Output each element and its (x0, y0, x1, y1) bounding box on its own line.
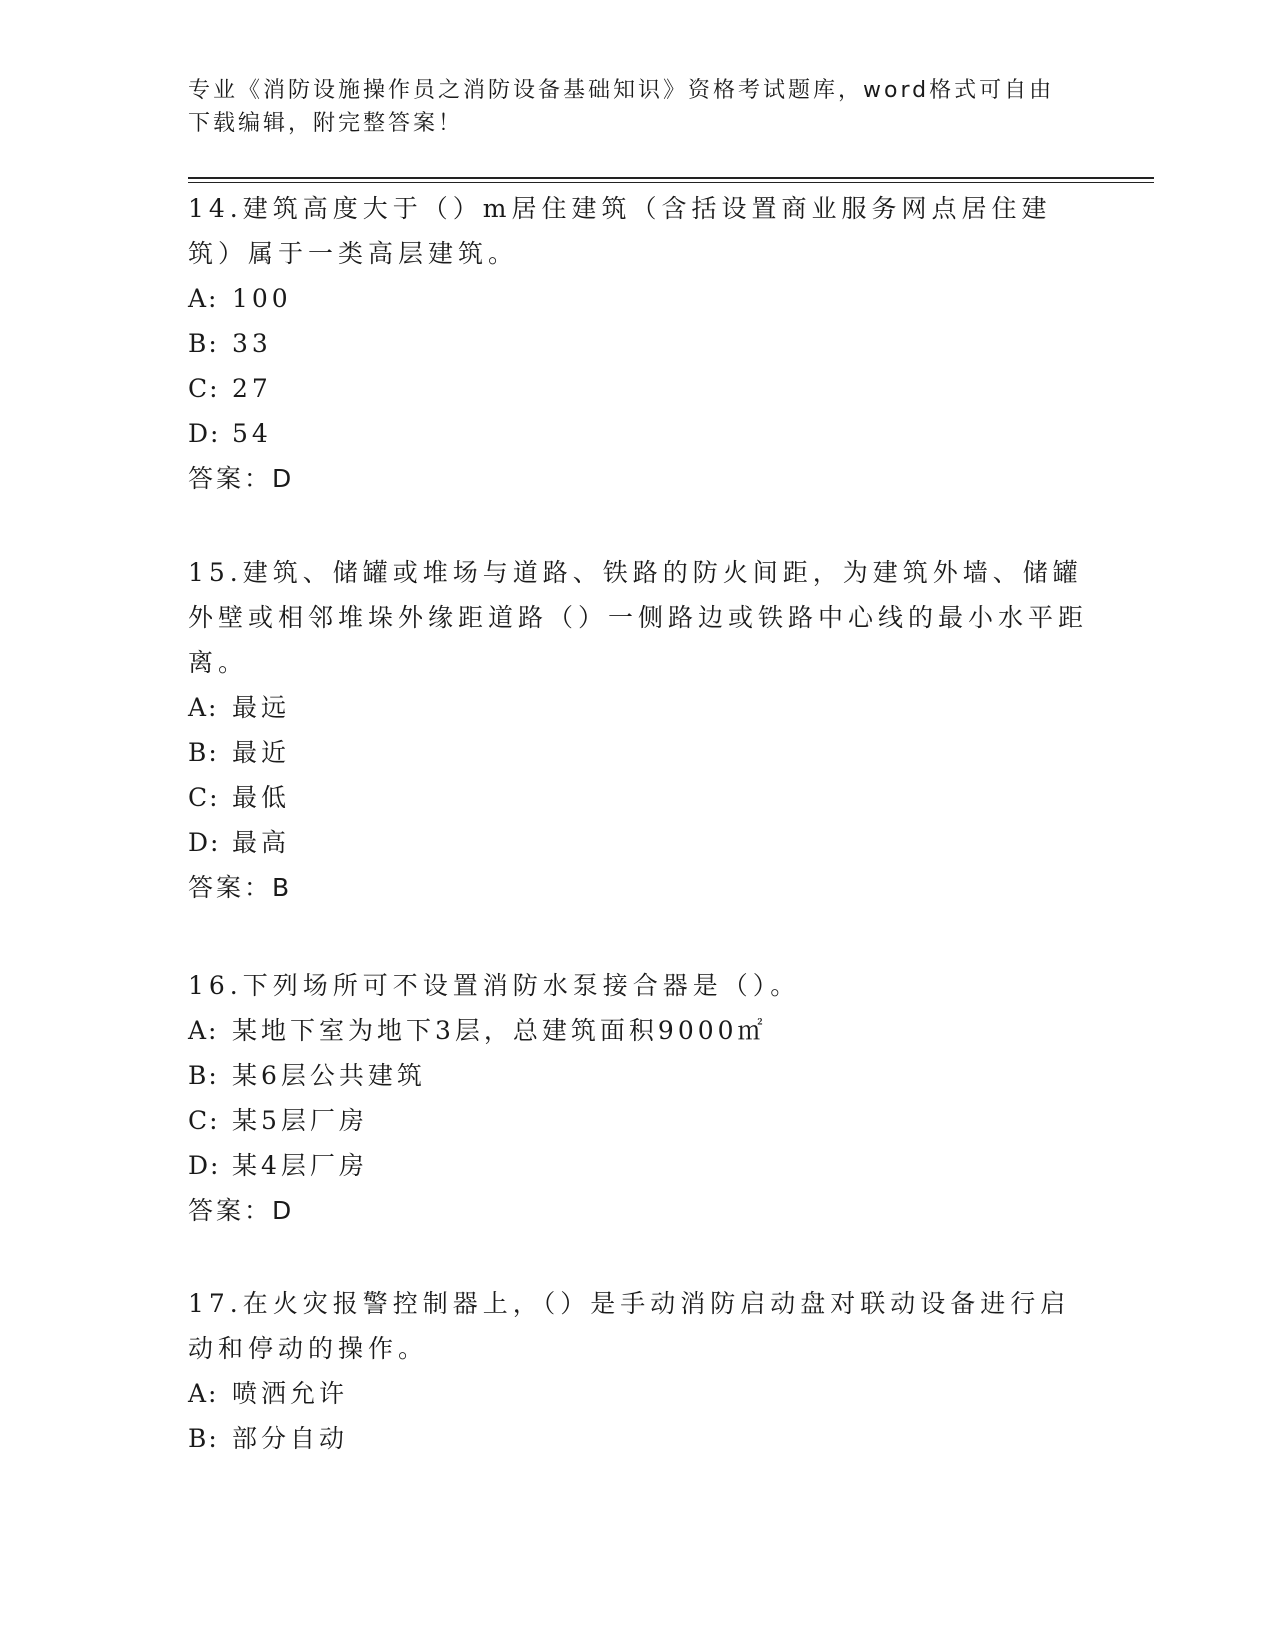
option-key: C: (188, 1106, 220, 1135)
option-text: 54 (232, 419, 272, 448)
option-text: 部分自动 (232, 1424, 349, 1453)
option-key: A: (188, 284, 219, 313)
option-key: B: (188, 1061, 219, 1090)
option-b (188, 1053, 1088, 1098)
option-d (188, 411, 1088, 456)
option-key: D: (188, 828, 221, 857)
option-text: 某6层公共建筑 (232, 1061, 426, 1090)
option-key: A: (188, 693, 219, 722)
option-key: B: (188, 738, 219, 767)
option-text: 27 (232, 374, 272, 403)
option-text: 最低 (232, 783, 291, 812)
option-text: 某5层厂房 (232, 1106, 368, 1135)
option-d (188, 820, 1088, 865)
option-a (188, 1371, 1088, 1416)
option-text: 某4层厂房 (232, 1151, 368, 1180)
option-a (188, 276, 1088, 321)
question-text: 15.建筑、储罐或堆场与道路、铁路的防火间距，为建筑外墙、储罐外壁或相邻堆垛外缘距道路（）一侧路边或铁路中心线的最小水平距离。 (188, 558, 1089, 677)
option-key: B: (188, 329, 219, 358)
option-key: B: (188, 1424, 219, 1453)
question-17 (188, 1281, 1088, 1461)
option-text: 最远 (232, 693, 291, 722)
option-b (188, 321, 1088, 366)
option-a (188, 1008, 1088, 1053)
question-15 (188, 550, 1088, 910)
option-text: 最近 (232, 738, 291, 767)
answer-line: 答案：D (188, 464, 295, 493)
question-16 (188, 963, 1088, 1233)
question-text: 17.在火灾报警控制器上，（）是手动消防启动盘对联动设备进行启动和停动的操作。 (188, 1289, 1071, 1363)
option-b (188, 730, 1088, 775)
option-text: 100 (232, 284, 292, 313)
option-key: A: (188, 1016, 219, 1045)
question-14 (188, 186, 1088, 501)
document-header: 专业《消防设施操作员之消防设备基础知识》资格考试题库，word格式可自由下载编辑，附完整答案！ (188, 78, 1055, 136)
header-divider-thick (188, 177, 1154, 179)
option-text: 喷洒允许 (232, 1379, 349, 1408)
header-divider-thin (188, 182, 1154, 183)
option-key: D: (188, 419, 221, 448)
option-text: 某地下室为地下3层，总建筑面积9000㎡ (232, 1016, 767, 1045)
option-d (188, 1143, 1088, 1188)
answer-line: 答案：B (188, 873, 293, 902)
option-c (188, 1098, 1088, 1143)
option-text: 最高 (232, 828, 291, 857)
option-key: D: (188, 1151, 221, 1180)
question-text: 14.建筑高度大于（）m居住建筑（含括设置商业服务网点居住建筑）属于一类高层建筑。 (188, 194, 1052, 268)
option-b (188, 1416, 1088, 1461)
option-a (188, 685, 1088, 730)
option-c (188, 366, 1088, 411)
option-key: C: (188, 783, 220, 812)
option-text: 33 (232, 329, 272, 358)
answer-line: 答案：D (188, 1196, 295, 1225)
option-key: C: (188, 374, 220, 403)
question-text: 16.下列场所可不设置消防水泵接合器是（）。 (188, 971, 801, 1000)
option-c (188, 775, 1088, 820)
option-key: A: (188, 1379, 219, 1408)
